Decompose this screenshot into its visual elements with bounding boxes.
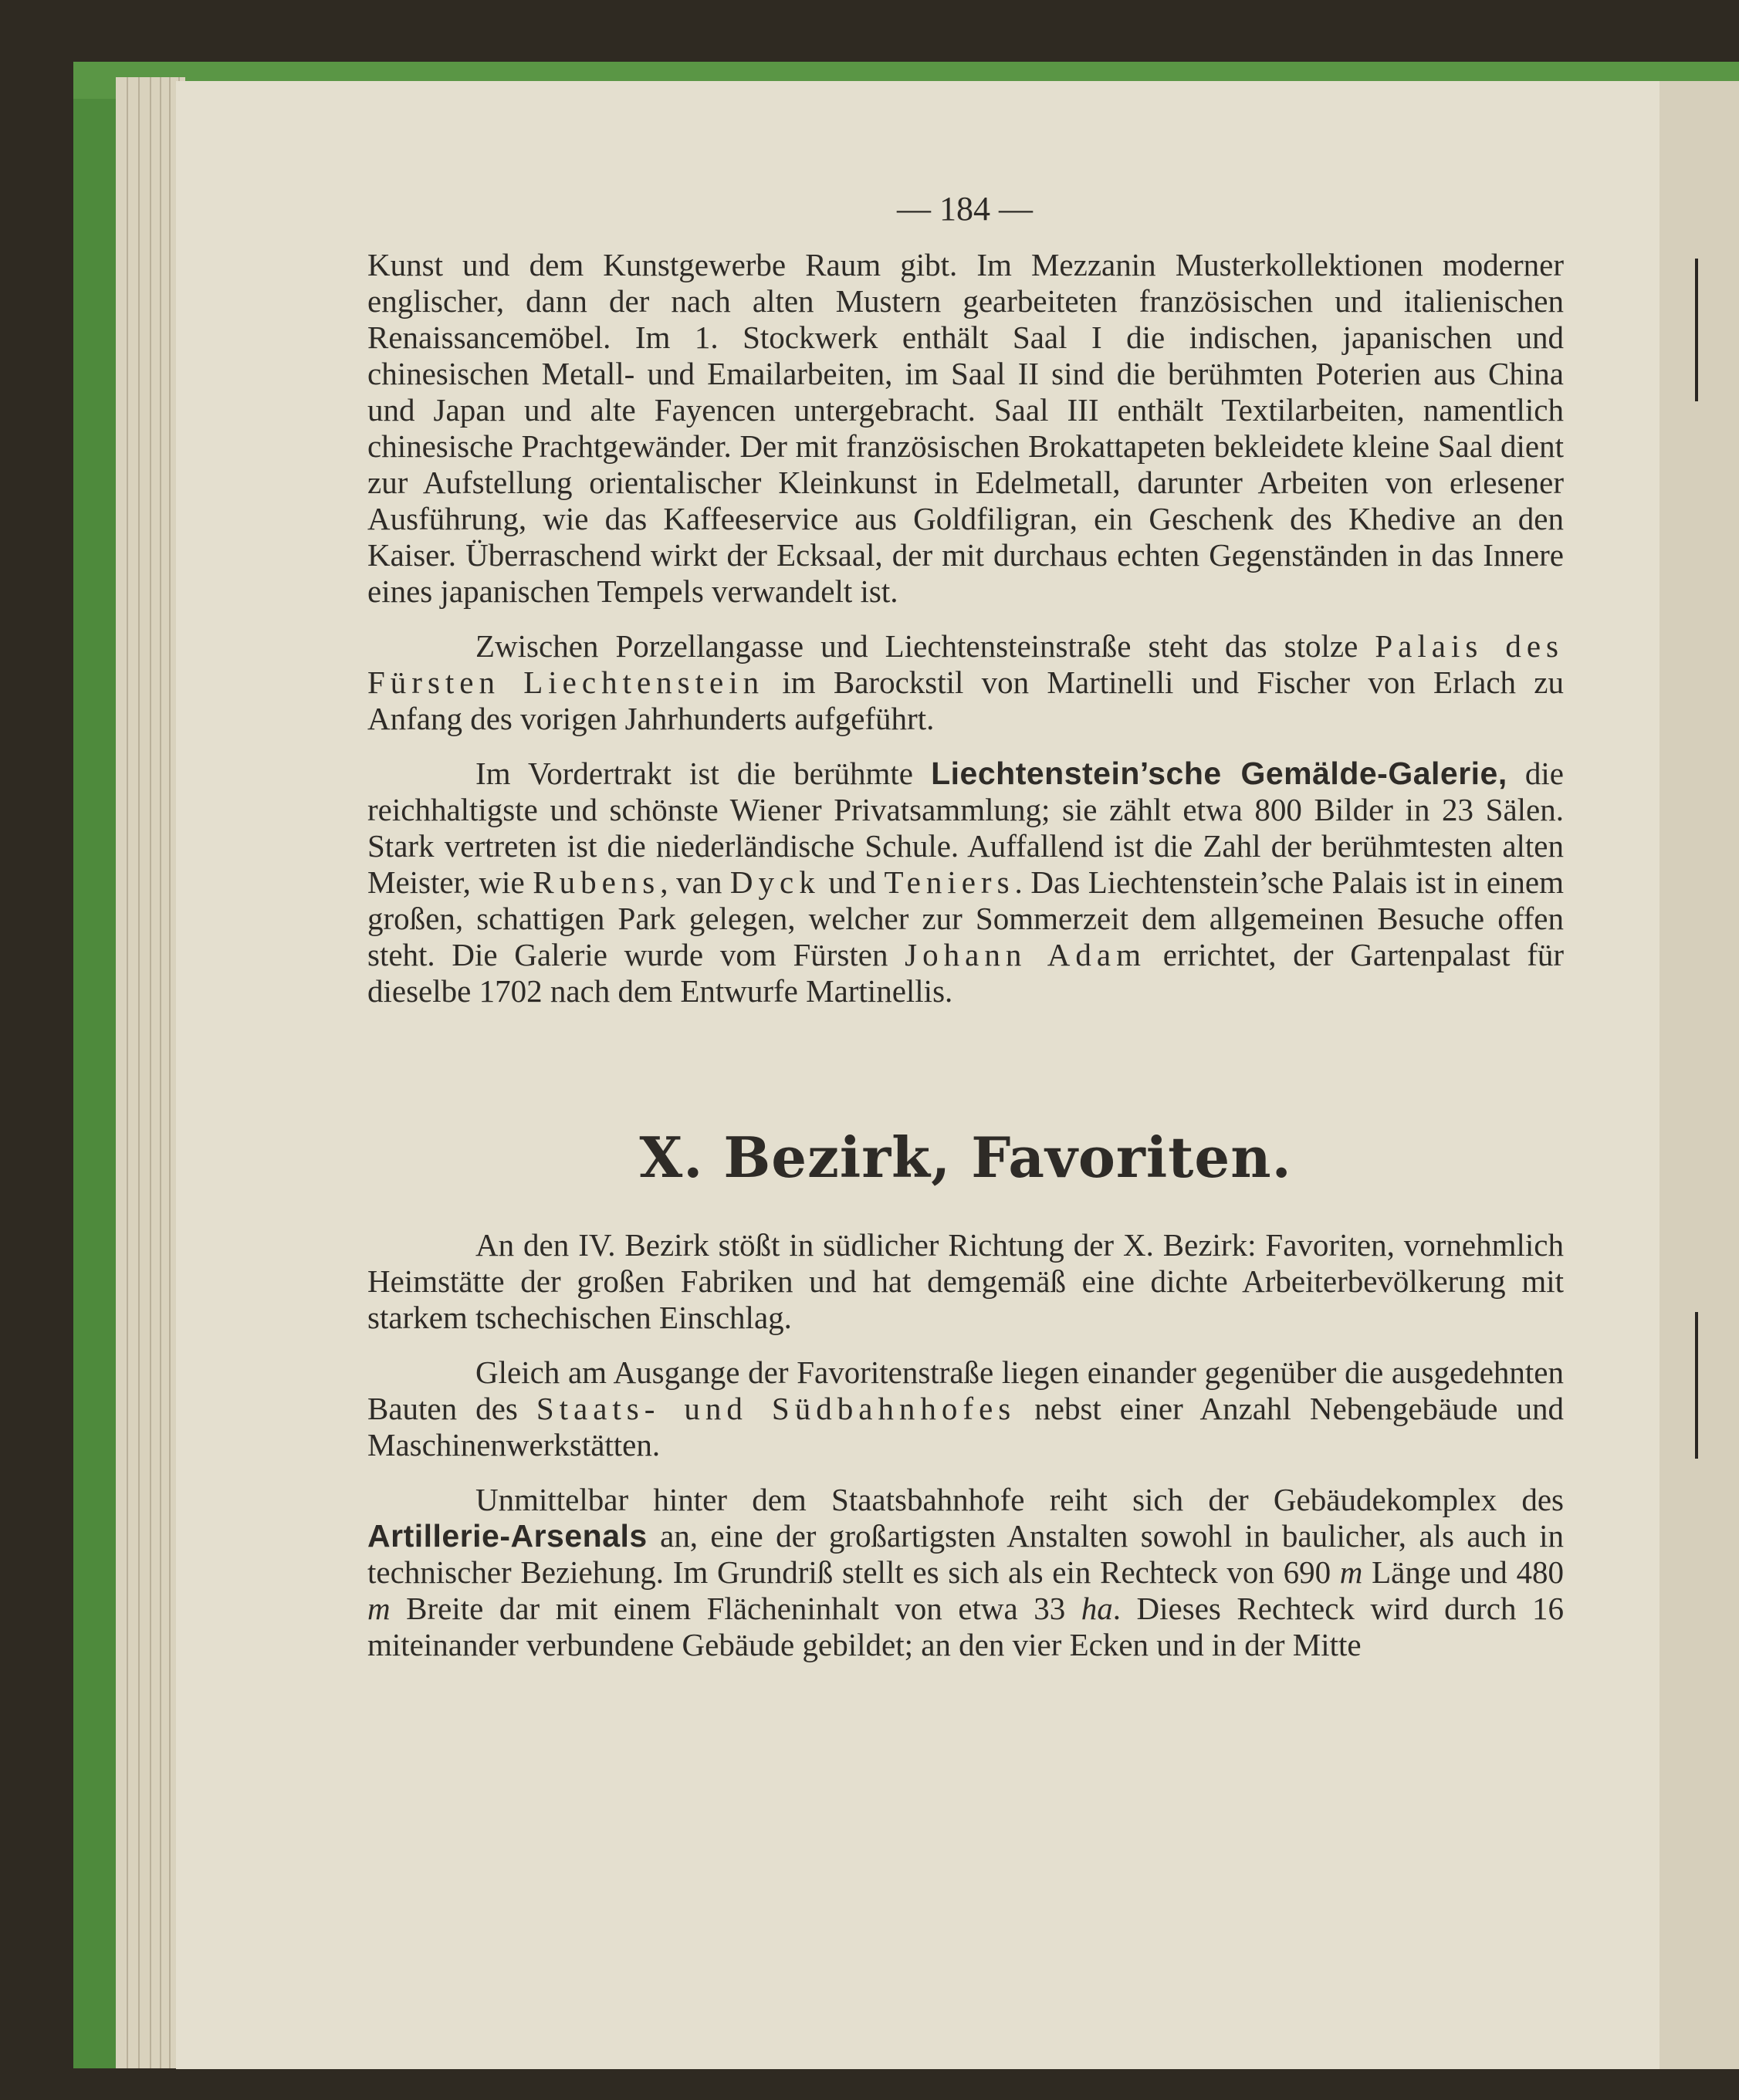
text-spaced: Johann Adam [905,937,1146,972]
text-run: An den IV. Bezirk stößt in südlicher Richtung der X. Bezirk: Favoriten, vornehmlich Heimstätte der großen Fabriken und hat demgemäß eine dichte Arbeiterbevölkerung mit starkem tschechischen Einschlag. [367,1227,1564,1335]
text-run: an, eine der großartigsten Anstalten sowohl in baulicher, als auch in technischer Beziehung. Im Grundriß stellt es sich als ein Rechteck von 690 [367,1518,1564,1590]
text-sans-bold: Artillerie-Arsenals [367,1518,648,1554]
text-run: nebst einer Anzahl Nebengebäude und Maschinenwerkstätten. [367,1391,1564,1463]
text-run: Gleich am Ausgange der Favoritenstraße liegen einander gegenüber die ausgedehnten Bauten des [367,1354,1564,1426]
paragraph [367,1227,1564,1336]
text-spaced: Teniers [884,864,1015,900]
text-ital: ha [1081,1591,1113,1626]
text-run: Breite dar mit einem Flächeninhalt von etwa 33 [390,1591,1081,1626]
paragraph [367,756,1564,1009]
text-ital: m [1339,1554,1363,1590]
text-ital: m [367,1591,391,1626]
text-run: errichtet, der Gartenpalast für dieselbe 1702 nach dem Entwurfe Martinellis. [367,937,1565,1009]
paragraph [367,247,1564,610]
text-run: . Das Liechtenstein’sche Palais ist in einem großen, schattigen Park gelegen, welcher zur Sommerzeit dem allgemeinen Besuche offen steht. Die Galerie wurde vom Fürsten [367,864,1565,972]
text-run: . Dieses Rechteck wird durch 16 miteinander verbundene Gebäude gebildet; an den vier Ecken und in der Mitte [367,1591,1564,1662]
paragraph [367,1354,1564,1463]
text-run: Im Vordertrakt ist die berühmte [475,756,932,791]
page-number: — 184 — [897,190,1033,228]
text-spaced: Dyck [729,864,820,900]
text-spaced: Rubens [533,864,661,900]
text-spaced: Staats- und Südbahnhofes [536,1391,1017,1426]
text-run: Kunst und dem Kunstgewerbe Raum gibt. Im Mezzanin Musterkollektionen moderner englischer, dann der nach alten Mustern gearbeiteten französischen und italienischen Renaissancemöbel. Im 1. Stockwerk enthält Saal I die indischen, japanischen und chinesischen Metall- und Emailarbeiten, im Saal II sind die berühmten Poterien aus China und Japan und alte Fayencen untergebracht. Saal III enthält Textilarbeiten, namentlich chinesische Prachtgewänder. Der mit französischen Brokattapeten bekleidete kleine Saal dient zur Aufstellung orientalischer Kleinkunst in Edelmetall, darunter Arbeiten von erlesener Ausführung, wie das Kaffeeservice aus Goldfiligran, ein Geschenk des Khedive an den Kaiser. Überraschend wirkt der Ecksaal, der mit durchaus echten Gegenständen in das Innere eines japanischen Tempels verwandelt ist. [367,247,1564,609]
text-run: Unmittelbar hinter dem Staatsbahnhofe reiht sich der Gebäudekomplex des [475,1482,1564,1517]
text-run: Länge und 480 [1362,1554,1564,1590]
text-sans-bold: Liechtenstein’sche Gemälde-Galerie, [931,756,1507,791]
text-spaced: Palais des Fürsten Liechtenstein [367,628,1564,700]
text-run: , van [660,864,730,900]
bottom-paragraphs [367,1227,1564,1663]
paragraph [367,1482,1564,1663]
paragraph [367,628,1564,737]
page-body [367,247,1564,1682]
section-heading: X. Bezirk, Favoriten. [639,1124,1292,1190]
text-run: und [820,864,885,900]
text-run: die reichhaltigste und schönste Wiener Privatsammlung; sie zählt etwa 800 Bilder in 23 Sälen. Stark vertreten ist die niederländische Schule. Auffallend ist die Zahl der berühmtesten alten Meister, wie [367,756,1564,900]
page-right-shade [1659,81,1739,2069]
text-run: Zwischen Porzellangasse und Liechtensteinstraße steht das stolze [475,628,1375,664]
top-paragraphs [367,247,1564,1009]
text-run: im Barockstil von Martinelli und Fischer von Erlach zu Anfang des vorigen Jahrhunderts aufgeführt. [367,664,1564,736]
